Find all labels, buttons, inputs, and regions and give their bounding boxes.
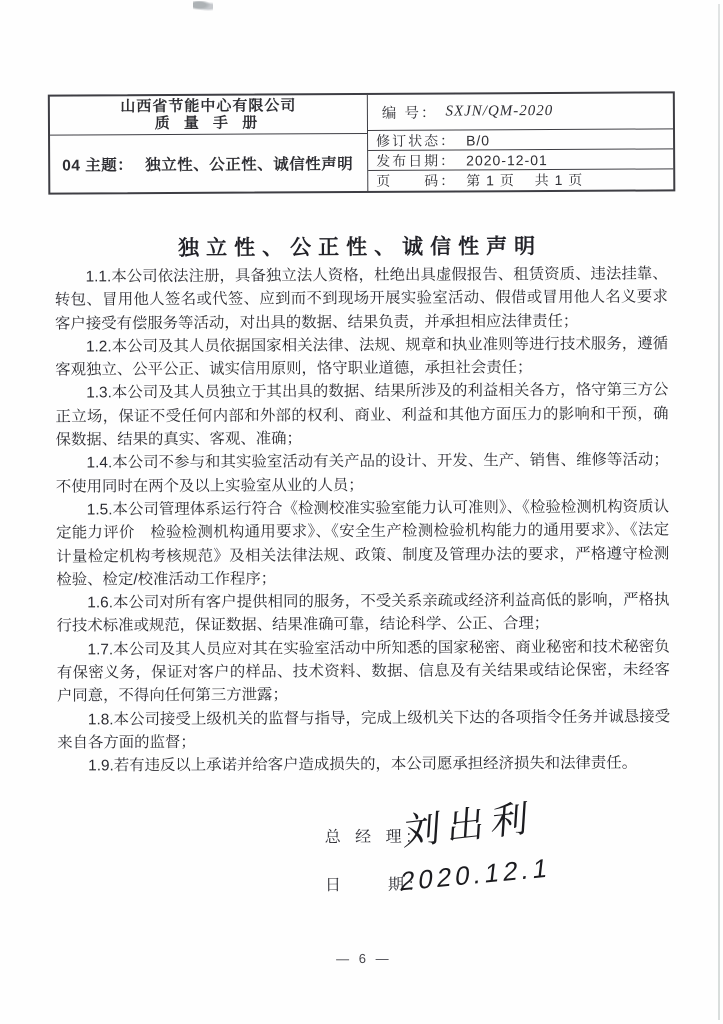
- document-title: 独立性、公正性、诚信性声明: [178, 235, 543, 260]
- paragraph-1-7: 1.7.本公司及其人员应对其在实验室活动中所知悉的国家秘密、商业秘密和技术秘密负有保密义务，保证对客户的样品、技术资料、数据、信息及有关结果或结论保密，未经客户同意，不得向任何第三方泄露；: [56, 638, 670, 705]
- doc-number-label: 编 号：: [381, 105, 438, 122]
- general-manager-handwritten-signature: 刘出利: [402, 796, 537, 854]
- paragraph-1-9: 1.9.若有违反以上承诺并给客户造成损失的，本公司愿承担经济损失和法律责任。: [88, 754, 638, 775]
- header-table-right-column: [368, 93, 673, 191]
- revision-status-label: 修订状态：: [376, 131, 457, 149]
- handwritten-date: 2020.12.1: [398, 852, 554, 897]
- paragraph-1-5: 1.5.本公司管理体系运行符合《检测校准实验室能力认可准则》、《检验检测机构资质认定能力评价 检验检测机构通用要求》、《安全生产检测检验机构能力的通用要求》、《法定计量检定机构考核规范》及相关法律法规、政策、制度及管理办法的要求，严格遵守检测检验、检定/校准活动工作程序；: [56, 498, 670, 589]
- declaration-body: [55, 262, 671, 778]
- paragraph-1-6: 1.6.本公司对所有客户提供相同的服务，不受关系亲疏或经济利益高低的影响，严格执行技术标准或规范，保证数据、结果准确可靠，结论科学、公正、合理；: [56, 591, 670, 636]
- paragraph-1-1: 1.1.本公司依法注册，具备独立法人资格，杜绝出具虚假报告、租赁资质、违法挂靠、转包、冒用他人签名或代签、应到而不到现场开展实验室活动、假借或冒用他人名义要求客户接受有偿服务等活动，对出具的数据、结果负责，并承担相应法律责任；: [54, 265, 668, 333]
- general-manager-label: 总 经 理:: [324, 828, 417, 847]
- issue-date-value: 2020-12-01: [466, 151, 548, 168]
- footer-page-number: — 6 —: [336, 950, 392, 967]
- paragraph-1-2: 1.2.本公司及其人员依据国家相关法律、法规、规章和执业准则等进行技术服务，遵循客观独立、公平公正、诚实信用原则，恪守职业道德，承担社会责任；: [55, 335, 669, 379]
- date-label: 日 期:: [324, 876, 419, 895]
- company-name: 山西省节能中心有限公司: [120, 97, 297, 116]
- page-number-cell: [368, 169, 673, 191]
- subject-label: 04 主题：: [62, 156, 134, 175]
- issue-date-cell: [368, 149, 673, 171]
- page-number-label: 页 码：: [376, 172, 457, 189]
- company-title-cell: [50, 95, 367, 136]
- revision-status-value: B/0: [466, 131, 491, 148]
- subject-value: 独立性、公正性、诚信性声明: [145, 155, 354, 174]
- issue-date-label: 发布日期：: [376, 151, 457, 169]
- subject-cell: [50, 134, 367, 193]
- doc-number-value: SXJN/QM-2020: [445, 102, 554, 120]
- paragraph-1-3: 1.3.本公司及其人员独立于其出具的数据、结果所涉及的利益相关各方，恪守第三方公正立场，保证不受任何内部和外部的权利、商业、利益和其他方面压力的影响和干预，确保数据、结果的真实、客观、准确；: [55, 381, 669, 449]
- doc-number-cell: [368, 93, 673, 131]
- paragraph-1-8: 1.8.本公司接受上级机关的监督与指导，完成上级机关下达的各项指令任务并诚恳接受来自各方面的监督；: [57, 708, 671, 752]
- manual-title: 质 量 手 册: [154, 114, 263, 133]
- header-table-left-column: [50, 95, 368, 193]
- header-table: [48, 91, 676, 194]
- page-number-value: 第 1 页 共 1 页: [466, 171, 584, 189]
- paragraph-1-4: 1.4.本公司不参与和其实验室活动有关产品的设计、开发、生产、销售、维修等活动；不使用同时在两个及以上实验室从业的人员；: [55, 451, 669, 496]
- revision-status-cell: [368, 129, 673, 151]
